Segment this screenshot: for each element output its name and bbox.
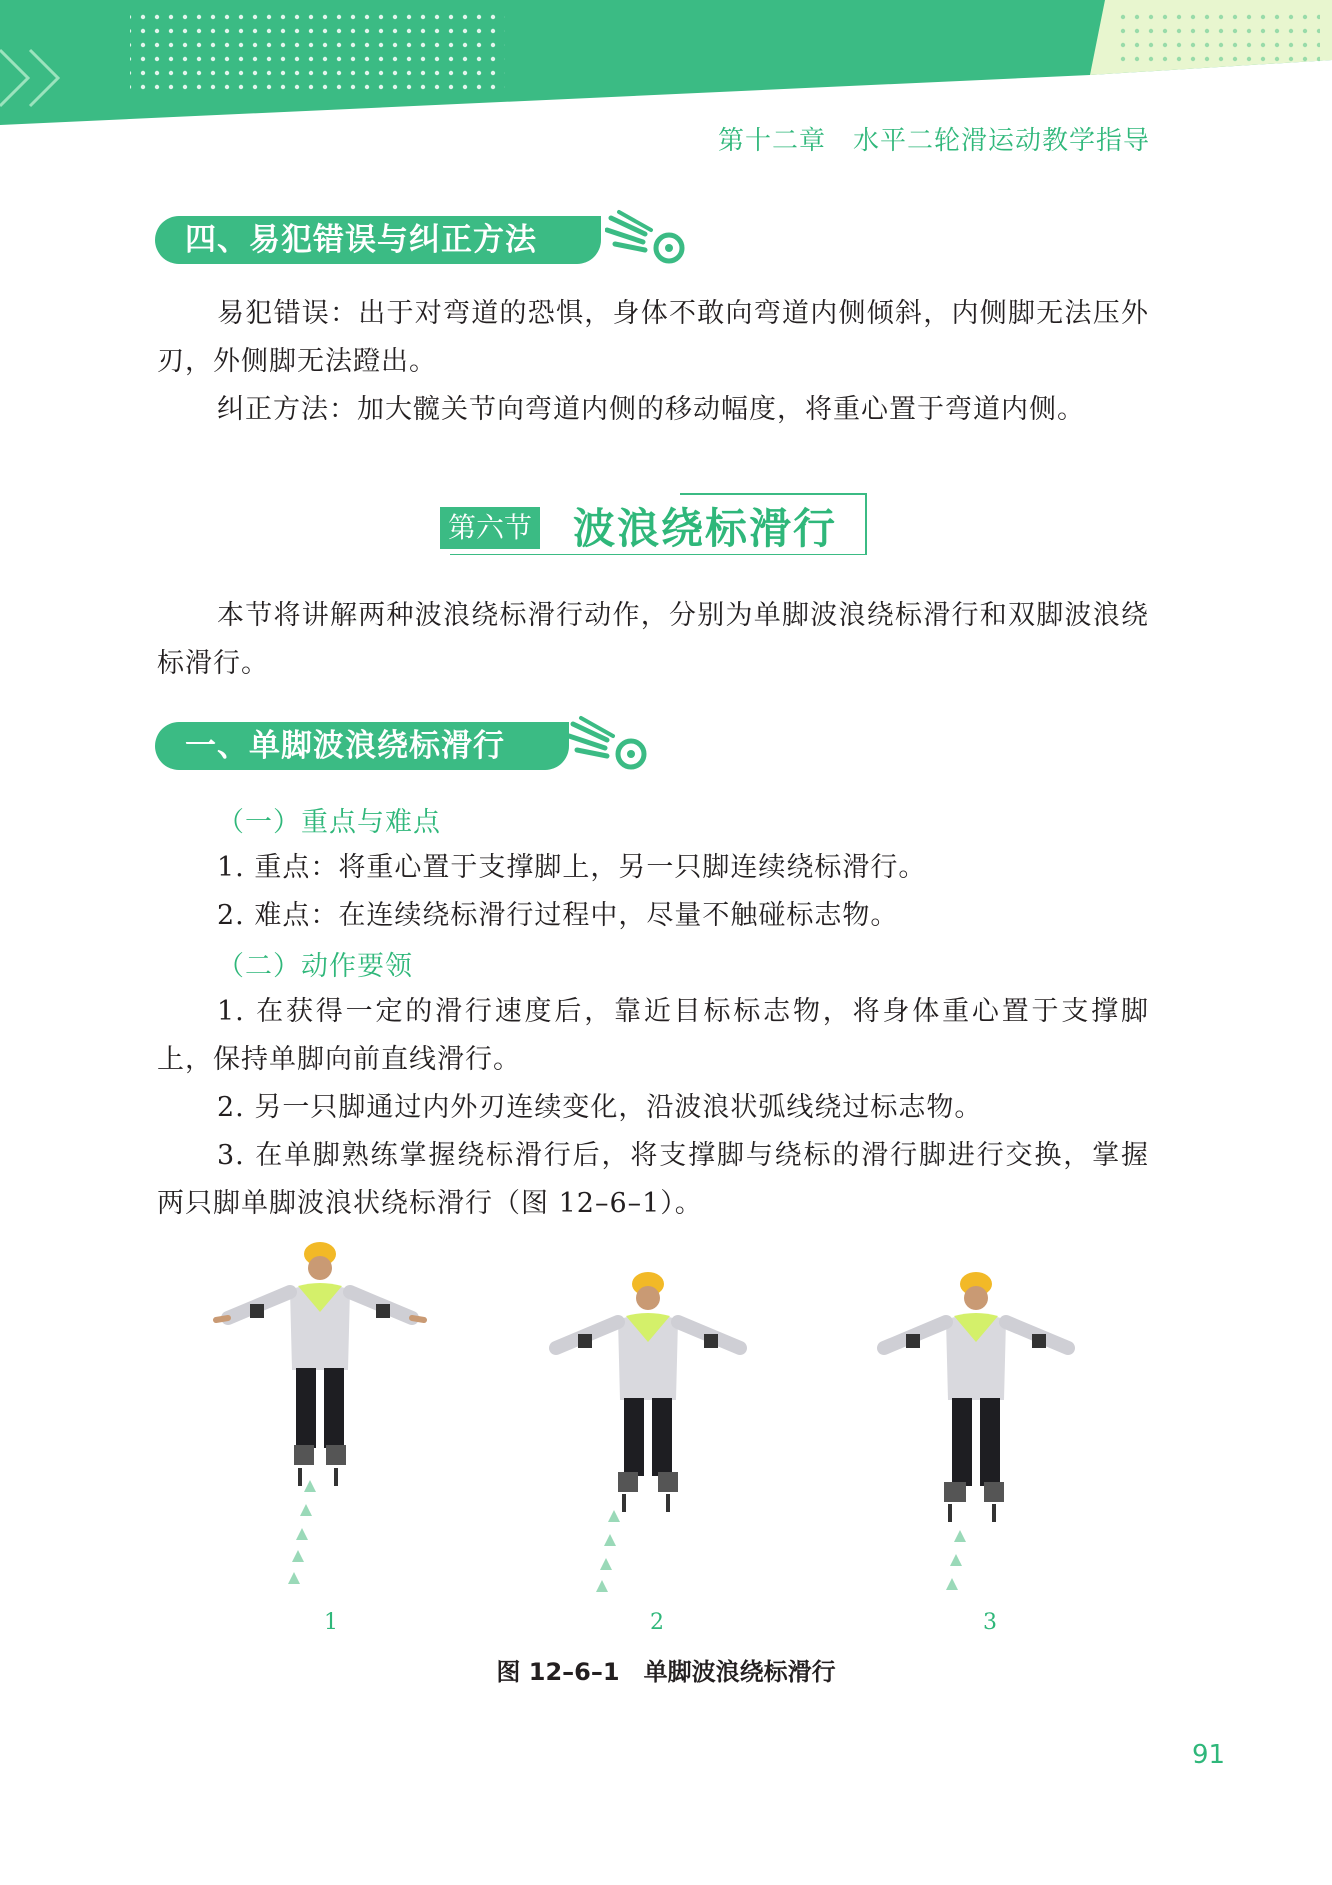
cone-row-2 xyxy=(596,1510,620,1592)
speed-wheel-icon xyxy=(605,208,695,270)
intro-paragraph: 本节将讲解两种波浪绕标滑行动作，分别为单脚波浪绕标滑行和双脚波浪绕标滑行。 xyxy=(157,600,1149,679)
correction-paragraph: 纠正方法：加大髋关节向弯道内侧的移动幅度，将重心置于弯道内侧。 xyxy=(217,394,1085,425)
skater-photo-1 xyxy=(216,1242,424,1486)
section-title: 波浪绕标滑行 xyxy=(573,504,838,553)
skater-photo-3 xyxy=(884,1272,1068,1522)
subheading-technique: （二）动作要领 xyxy=(217,951,413,982)
section-number-tag: 第六节 xyxy=(440,507,540,549)
chapter-title: 第十二章 水平二轮滑运动教学指导 xyxy=(717,126,1150,156)
speed-wheel-icon xyxy=(567,714,657,776)
skating-figure xyxy=(200,1230,1120,1630)
section-heading-label: 一、单脚波浪绕标滑行 xyxy=(155,722,569,770)
figure-label-2: 2 xyxy=(650,1610,664,1635)
step-1-text: 1. 在获得一定的滑行速度后，靠近目标标志物，将身体重心置于支撑脚上，保持单脚向前直线滑行。 xyxy=(157,996,1149,1075)
cone-row-3 xyxy=(946,1530,966,1590)
step-2-text: 2. 另一只脚通过内外刃连续变化，沿波浪状弧线绕过标志物。 xyxy=(217,1092,983,1123)
difficulty-text: 2. 难点：在连续绕标滑行过程中，尽量不触碰标志物。 xyxy=(217,900,899,931)
step-3-text: 3. 在单脚熟练掌握绕标滑行后，将支撑脚与绕标的滑行脚进行交换，掌握两只脚单脚波浪状绕标滑行（图 12–6–1）。 xyxy=(157,1140,1149,1219)
header-banner xyxy=(0,0,1332,130)
section-title-block xyxy=(440,493,868,555)
page-number: 91 xyxy=(1192,1740,1226,1770)
skater-photo-2 xyxy=(556,1272,740,1512)
figure-caption: 图 12–6–1 单脚波浪绕标滑行 xyxy=(496,1658,836,1686)
error-paragraph: 易犯错误：出于对弯道的恐惧，身体不敢向弯道内侧倾斜，内侧脚无法压外刃，外侧脚无法蹬出。 xyxy=(157,298,1149,377)
cone-row-1 xyxy=(288,1480,316,1584)
figure-label-3: 3 xyxy=(983,1610,997,1635)
section-heading-label: 四、易犯错误与纠正方法 xyxy=(155,216,601,264)
figure-label-1: 1 xyxy=(324,1610,338,1635)
key-point-text: 1. 重点：将重心置于支撑脚上，另一只脚连续绕标滑行。 xyxy=(217,852,927,883)
subheading-key-points: （一）重点与难点 xyxy=(217,807,441,838)
